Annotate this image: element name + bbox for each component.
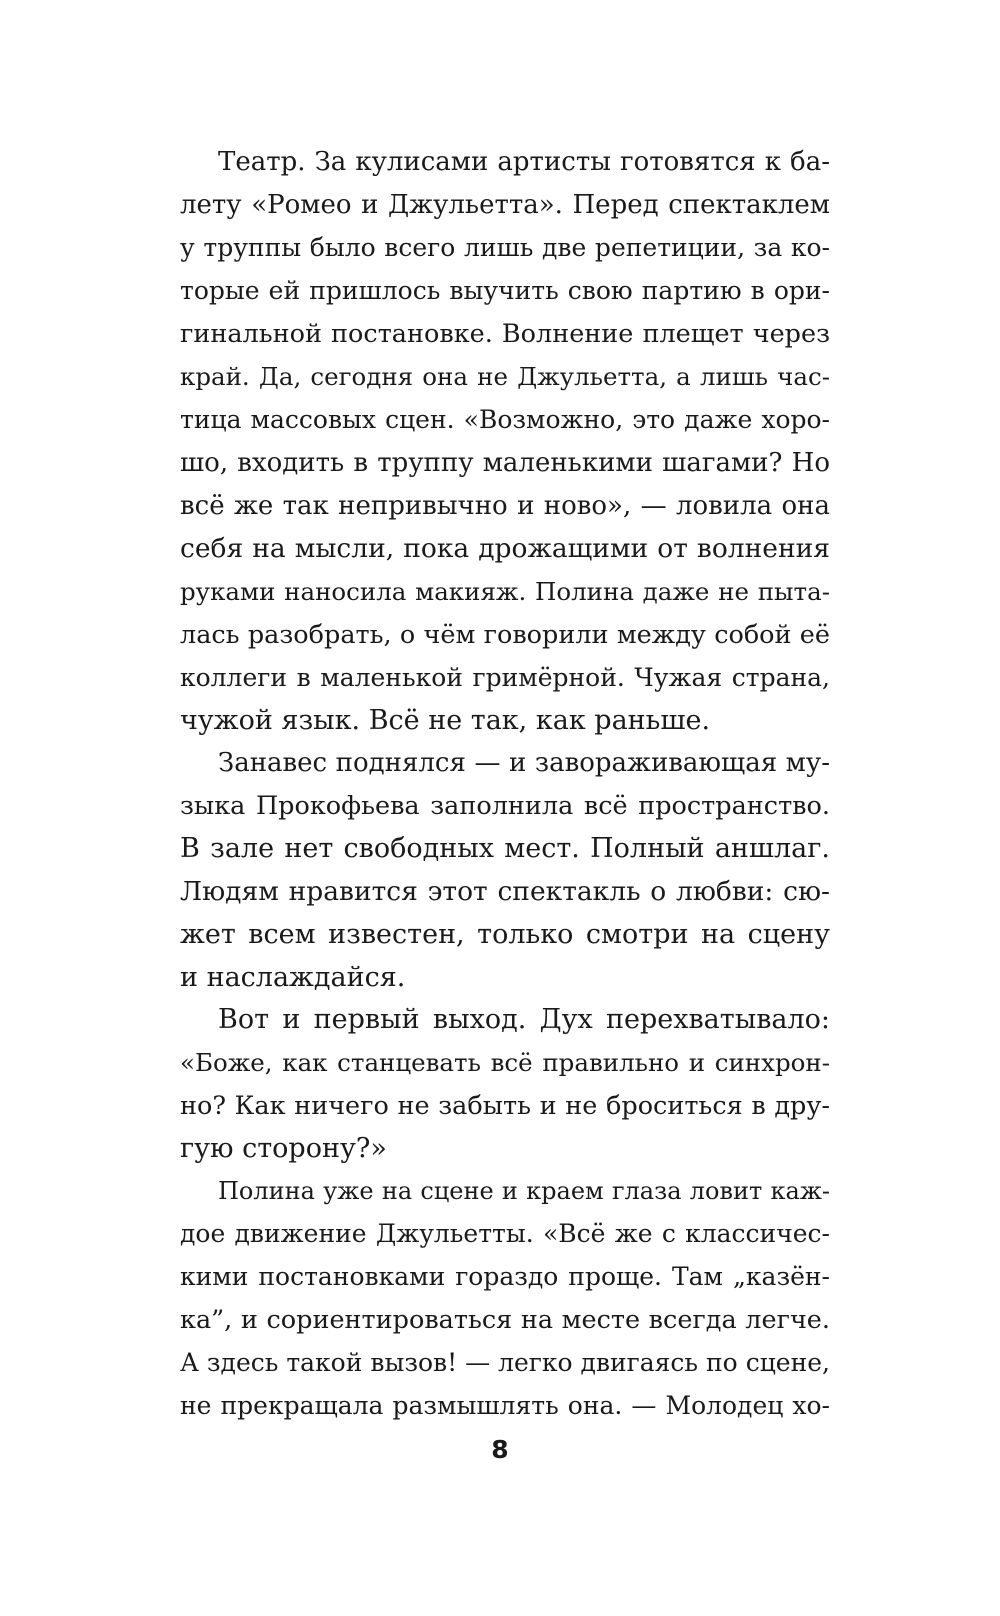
text-line: кими постановками гораздо проще. Там „казён- <box>180 1262 830 1291</box>
text-line: торые ей пришлось выучить свою партию в ори- <box>180 276 830 305</box>
text-line: «Боже, как станцевать всё правильно и синхрон- <box>180 1048 830 1077</box>
text-line: тица массовых сцен. «Возможно, это даже хоро- <box>180 405 830 434</box>
text-line: В зале нет свободных мест. Полный аншлаг. <box>180 833 830 864</box>
text-line: дое движение Джульетты. «Всё же с классичес- <box>180 1219 830 1248</box>
text-line: шо, входить в труппу маленькими шагами? Но <box>180 448 830 478</box>
text-line: коллеги в маленькой гримёрной. Чужая страна, <box>180 663 830 692</box>
text-line: Вот и первый выход. Дух перехватывало: <box>218 1004 830 1035</box>
text-line: Полина уже на сцене и краем глаза ловит каж- <box>218 1177 830 1205</box>
text-line: и наслаждайся. <box>180 962 406 993</box>
page-number: 8 <box>491 1435 509 1464</box>
text-line: не прекращала размышлять она. — Молодец хо- <box>180 1391 830 1420</box>
text-line: лась разобрать, о чём говорили между собой её <box>180 620 830 650</box>
text-line: всё же так непривычно и ново», — ловила она <box>180 491 830 521</box>
text-line: зыка Прокофьева заполнила всё пространство. <box>180 791 830 821</box>
text-line: себя на мысли, пока дрожащими от волнения <box>180 533 830 564</box>
text-line: чужой язык. Всё не так, как раньше. <box>180 705 711 736</box>
text-line: лету «Ромео и Джульетта». Перед спектаклем <box>180 190 830 220</box>
text-line: Людям нравится этот спектакль о любви: сю- <box>180 876 830 907</box>
text-line: край. Да, сегодня она не Джульетта, а лишь час- <box>180 362 830 391</box>
text-line: Занавес поднялся — и завораживающая му- <box>218 748 830 778</box>
text-line: ка”, и сориентироваться на месте всегда легче. <box>180 1305 830 1335</box>
text-line: но? Как ничего не забыть и не броситься в дру- <box>180 1091 830 1121</box>
text-line: руками наносила макияж. Полина даже не пыта- <box>180 577 830 606</box>
text-line: гинальной постановке. Волнение плещет через <box>180 319 830 349</box>
text-line: гую сторону?» <box>180 1133 387 1164</box>
text-line: у труппы было всего лишь две репетиции, за ко- <box>180 233 830 262</box>
book-page <box>180 0 830 1616</box>
text-line: А здесь такой вызов! — легко двигаясь по сцене, <box>180 1348 830 1377</box>
text-line: жет всем известен, только смотри на сцену <box>180 919 830 950</box>
text-line: Театр. За кулисами артисты готовятся к ба- <box>218 147 830 177</box>
